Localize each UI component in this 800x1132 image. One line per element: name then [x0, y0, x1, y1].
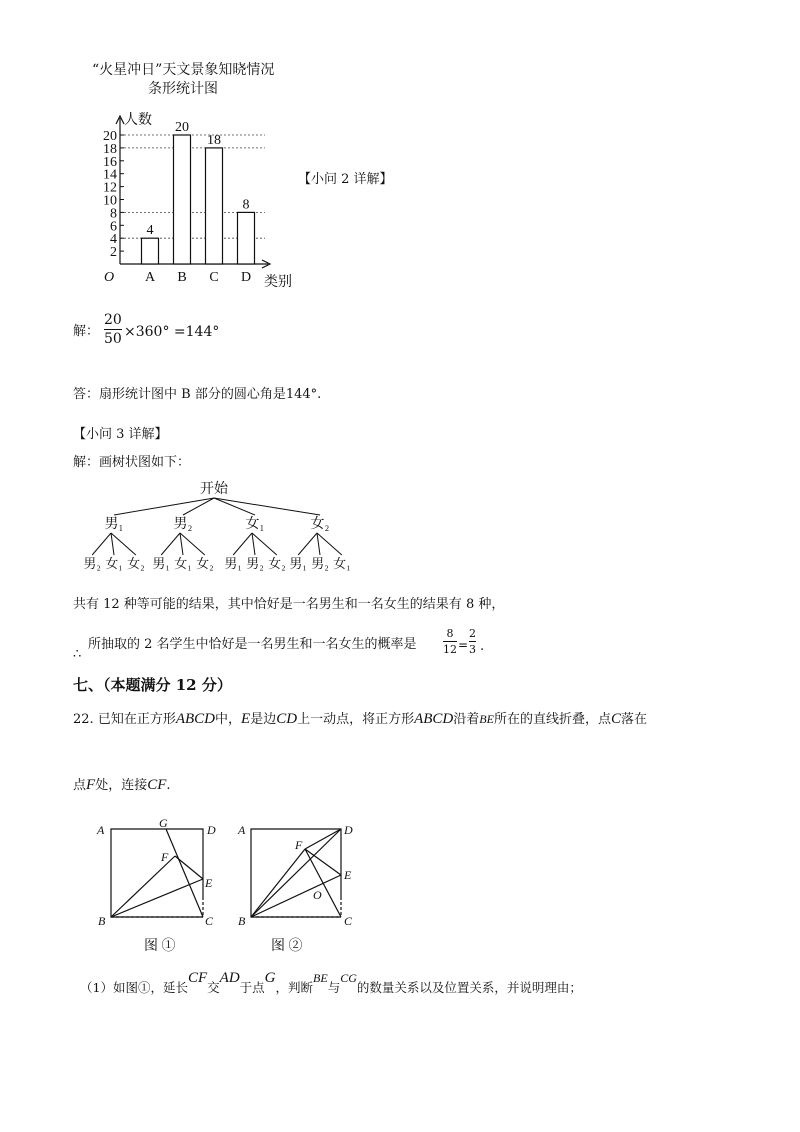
sub1-text: 于点 [239, 980, 265, 995]
tree-node-level2: 女₂ [127, 556, 145, 571]
y-tick-label: 4 [110, 232, 117, 248]
q22-point-e: E [241, 711, 251, 727]
sub1-text: 的数量关系以及位置关系，并说明理由； [356, 980, 582, 995]
q22-text: . [166, 778, 171, 793]
fig2-line-bf [251, 849, 305, 917]
q22-text: 中， [215, 712, 242, 727]
q22-point-c: C [610, 711, 621, 727]
figure-1 [111, 829, 203, 917]
q22-text: 所在的直线折叠，点 [493, 712, 611, 727]
tree-node-level2: 男₁ [224, 556, 242, 571]
y-tick-label: 18 [103, 141, 117, 157]
x-tick-label: D [240, 270, 252, 285]
y-tick-label: 6 [110, 219, 117, 235]
x-tick-label: C [209, 270, 219, 285]
tree-node-level2: 女₁ [333, 556, 351, 571]
fig1-caption: 图 ① [144, 939, 176, 954]
fig1-label-d: D [207, 823, 216, 837]
tree-node-level2: 男₁ [289, 556, 307, 571]
sub1-text: （1）如图①，延长 [80, 980, 188, 995]
part2-solution-prefix: 解： [73, 324, 100, 339]
y-tick-label: 16 [103, 154, 117, 170]
q22-square-label: ABCD [414, 711, 454, 727]
fig2-label-b: B [238, 914, 246, 928]
q22-segment-cf: CF [147, 777, 167, 793]
q22-text: 点 [73, 778, 87, 793]
tree-node-level2: 女₂ [196, 556, 214, 571]
fig1-label-f: F [161, 850, 169, 864]
fig2-label-e: E [344, 868, 352, 882]
y-tick-label: 14 [103, 167, 117, 183]
tree-node-level1: 男₁ [104, 517, 124, 532]
q22-number: 22. [73, 712, 94, 727]
bar-value-label: 20 [175, 120, 189, 135]
sub1-segment-cf: CF [187, 970, 208, 986]
x-tick-label: A [144, 270, 156, 285]
q22-text: 沿着 [453, 712, 480, 727]
y-tick-label: 8 [110, 206, 117, 222]
chart-subtitle: 条形统计图 [148, 81, 218, 97]
tree-node-level1: 女₂ [310, 517, 330, 532]
tree-root: 开始 [200, 482, 228, 497]
fig2-label-a: A [238, 823, 246, 837]
therefore-symbol: ∴ [73, 647, 82, 662]
y-tick-label: 20 [103, 129, 117, 144]
sub1-segment-ad: AD [219, 970, 240, 986]
fig1-label-g: G [159, 816, 168, 830]
prob-equals: = [458, 638, 469, 652]
fig1-label-b: B [98, 914, 106, 928]
q22-text: 已知在正方形 [97, 712, 176, 727]
sub1-text: 与 [327, 980, 341, 995]
part2-answer: 答：扇形统计图中 B 部分的圆心角是144°. [73, 387, 322, 402]
tree-node-level2: 男₂ [246, 556, 264, 571]
tree-node-level2: 女₂ [268, 556, 286, 571]
chart-title: “火星冲日”天文景象知晓情况 [92, 62, 275, 78]
part3-heading: 【小问 3 详解】 [73, 427, 168, 442]
q22-line-be: BE [479, 712, 494, 726]
q22-segment-cd: CD [276, 711, 298, 727]
fig2-caption: 图 ② [271, 939, 303, 954]
section-heading: 七、（本题满分 12 分） [73, 676, 232, 694]
fig2-label-c: C [344, 914, 353, 928]
x-tick-label: B [177, 270, 187, 285]
part2-expression: ×360° =144° [124, 324, 220, 340]
y-tick-label: 10 [103, 193, 117, 209]
y-axis-label: 人数 [124, 113, 152, 128]
q22-square-label: ABCD [175, 711, 216, 727]
q22-text: 是边 [250, 712, 277, 727]
sub1-segment-be: BE [313, 971, 328, 985]
tree-node-level2: 女₁ [174, 556, 192, 571]
prob-den-2: 3 [469, 643, 476, 656]
tree-node-level2: 男₂ [83, 556, 101, 571]
fig1-line-bf [111, 856, 175, 917]
q22-text: 落在 [620, 712, 647, 727]
fig2-line-be [251, 875, 341, 917]
prob-den-1: 12 [443, 643, 457, 656]
q22-sub-1 [80, 970, 582, 996]
fig1-line-gc [166, 829, 203, 917]
tree-node-level2: 男₁ [152, 556, 170, 571]
tree-node-level2: 女₁ [105, 556, 123, 571]
q22-text: 上一动点，将正方形 [297, 712, 415, 727]
fig2-label-o: O [313, 888, 322, 902]
bar-value-label: 8 [242, 197, 250, 213]
fig2-label-d: D [344, 823, 353, 837]
fig2-line-fe [305, 849, 341, 875]
prob-num-1: 8 [446, 627, 454, 640]
fraction-denominator: 50 [104, 331, 122, 347]
part2-heading: 【小问 2 详解】 [298, 172, 393, 187]
tree-node-level1: 男₂ [173, 517, 193, 532]
q22-point-f: F [86, 777, 96, 793]
origin-label: O [104, 270, 115, 285]
y-tick-label: 2 [110, 245, 117, 261]
fig2-label-f: F [295, 838, 303, 852]
fig1-label-c: C [205, 914, 214, 928]
bar-value-label: 18 [207, 132, 221, 148]
fig1-label-a: A [97, 823, 105, 837]
sub1-text: ，判断 [275, 980, 314, 995]
sub1-text: 交 [207, 980, 220, 995]
sub1-segment-cg: CG [340, 971, 357, 985]
tree-node-level2: 男₂ [311, 556, 329, 571]
prob-end: . [480, 639, 485, 654]
prob-num-2: 2 [469, 627, 476, 640]
bar-value-label: 4 [146, 223, 154, 239]
part3-intro: 解：画树状图如下： [73, 455, 191, 470]
part3-result: 共有 12 种等可能的结果，其中恰好是一名男生和一名女生的结果有 8 种， [73, 597, 505, 612]
sub1-point-g: G [264, 970, 276, 986]
x-axis-label: 类别 [264, 275, 292, 290]
fig1-label-e: E [205, 876, 213, 890]
probability-text: 所抽取的 2 名学生中恰好是一名男生和一名女生的概率是 [88, 637, 417, 652]
y-tick-label: 12 [103, 180, 117, 196]
fraction-numerator: 20 [104, 312, 122, 328]
tree-node-level1: 女₁ [245, 517, 265, 532]
q22-text: 处，连接 [95, 778, 148, 793]
